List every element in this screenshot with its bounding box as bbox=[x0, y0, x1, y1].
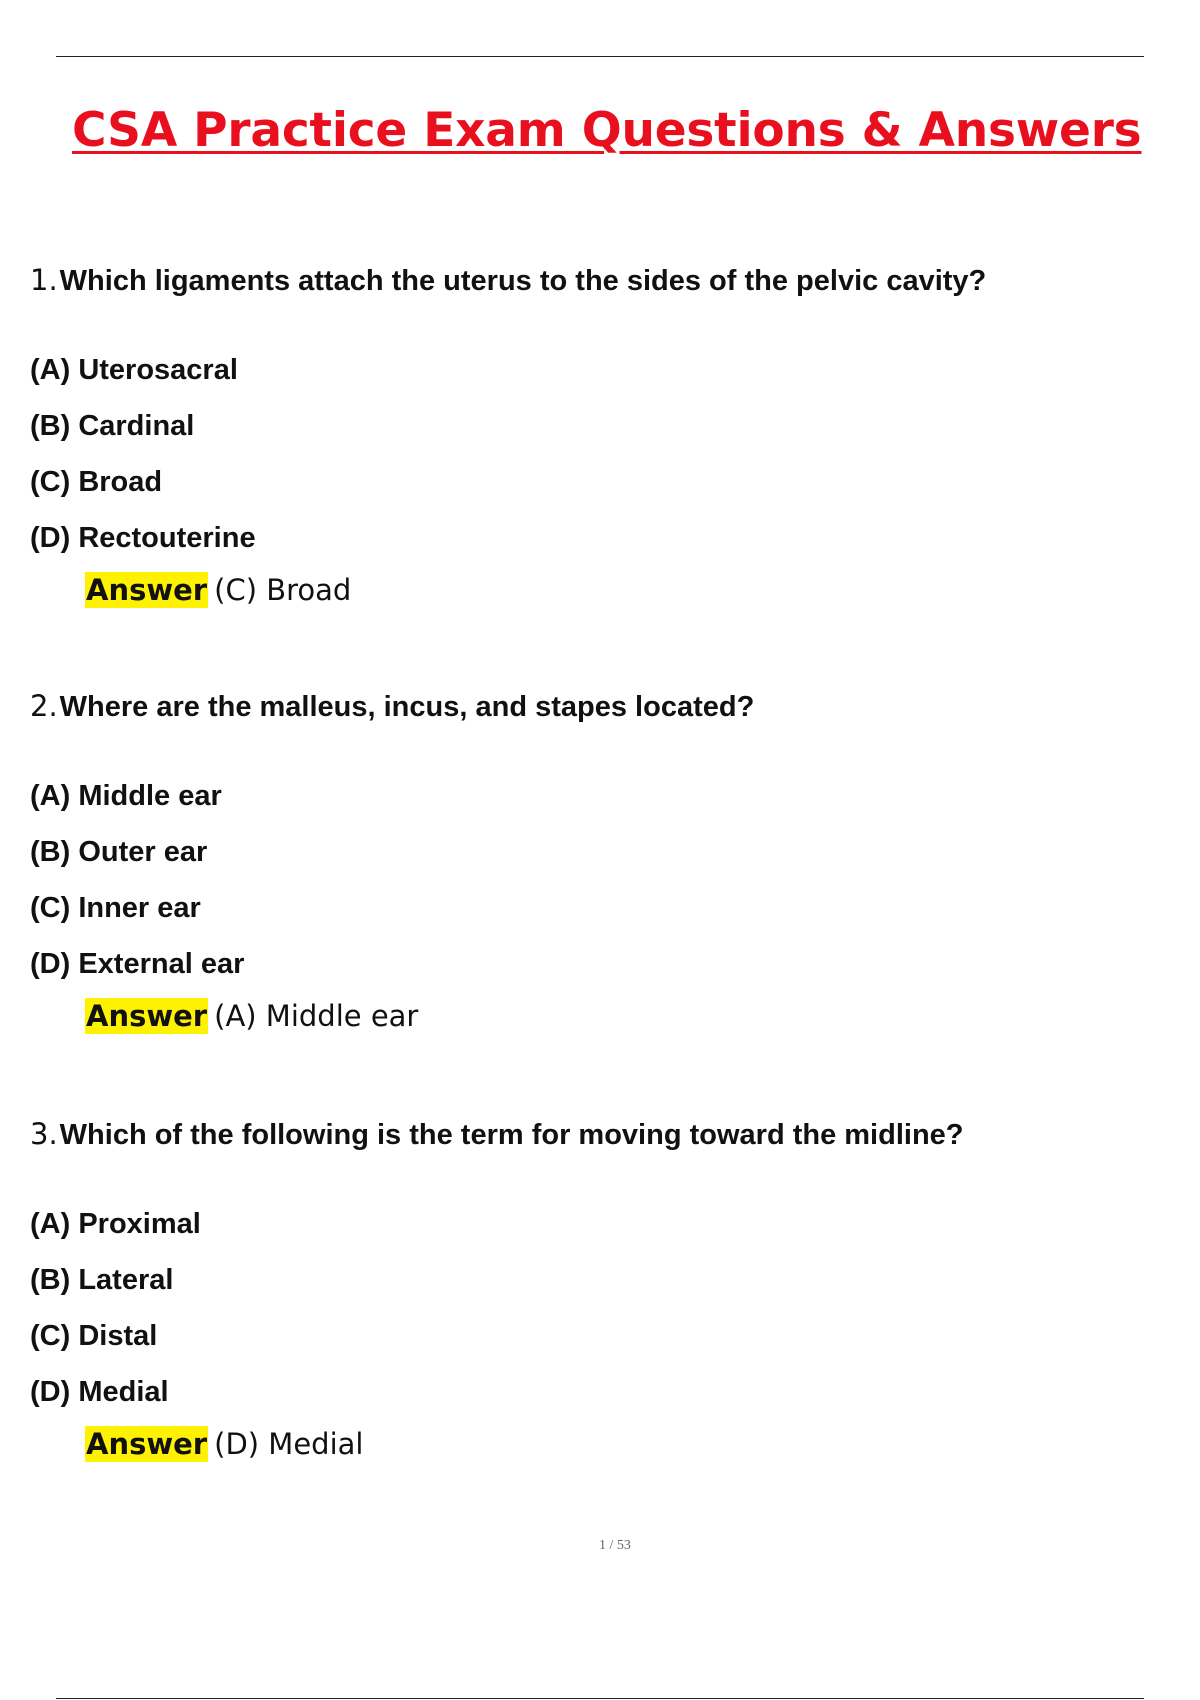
option-list bbox=[30, 1204, 1170, 1412]
answer-line bbox=[85, 996, 1170, 1036]
question-heading bbox=[30, 686, 1170, 726]
footer-divider bbox=[56, 1698, 1144, 1699]
question-heading bbox=[30, 260, 1170, 300]
question-number: 3. bbox=[30, 1117, 58, 1151]
answer-label: Answer bbox=[86, 573, 208, 607]
answer-value: (A) Middle ear bbox=[214, 999, 419, 1033]
option-c: (C) Distal bbox=[30, 1320, 158, 1352]
answer-line bbox=[85, 1424, 1170, 1464]
question-3 bbox=[30, 1114, 1170, 1464]
option-list bbox=[30, 776, 1170, 984]
option-a: (A) Uterosacral bbox=[30, 354, 238, 386]
question-number: 2. bbox=[30, 689, 58, 723]
option-c: (C) Broad bbox=[30, 466, 163, 498]
page-number: 1 / 53 bbox=[599, 1538, 631, 1553]
answer-label: Answer bbox=[86, 999, 208, 1033]
option-b: (B) Outer ear bbox=[30, 836, 208, 868]
question-number: 1. bbox=[30, 263, 58, 297]
document-title: CSA Practice Exam Questions & Answers bbox=[72, 103, 1142, 158]
question-2 bbox=[30, 686, 1170, 1036]
question-heading bbox=[30, 1114, 1170, 1154]
answer-value: (C) Broad bbox=[214, 573, 352, 607]
option-a: (A) Middle ear bbox=[30, 780, 222, 812]
option-a: (A) Proximal bbox=[30, 1208, 201, 1240]
question-1 bbox=[30, 260, 1170, 610]
answer-value: (D) Medial bbox=[214, 1427, 364, 1461]
answer-label: Answer bbox=[86, 1427, 208, 1461]
question-text: Where are the malleus, incus, and stapes located? bbox=[59, 691, 755, 723]
option-list bbox=[30, 350, 1170, 558]
question-text: Which ligaments attach the uterus to the sides of the pelvic cavity? bbox=[59, 265, 987, 297]
option-b: (B) Cardinal bbox=[30, 410, 195, 442]
option-d: (D) External ear bbox=[30, 948, 245, 980]
option-d: (D) Rectouterine bbox=[30, 522, 256, 554]
answer-line bbox=[85, 570, 1170, 610]
question-text: Which of the following is the term for moving toward the midline? bbox=[59, 1119, 964, 1151]
option-b: (B) Lateral bbox=[30, 1264, 174, 1296]
option-c: (C) Inner ear bbox=[30, 892, 201, 924]
header-divider bbox=[56, 56, 1144, 57]
option-d: (D) Medial bbox=[30, 1376, 169, 1408]
